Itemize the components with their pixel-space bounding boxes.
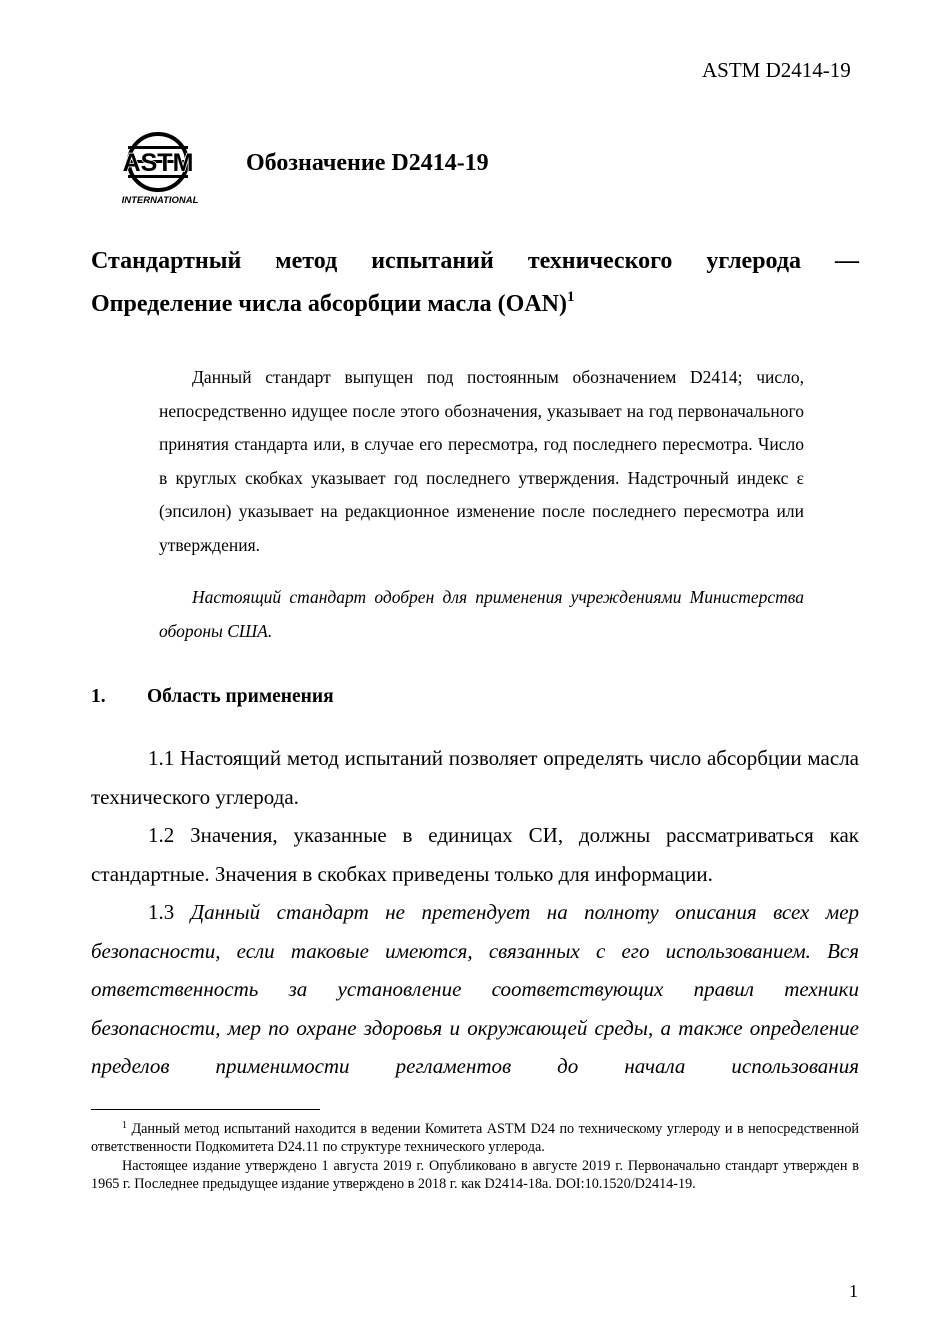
svg-text:INTERNATIONAL: INTERNATIONAL bbox=[121, 195, 199, 206]
paragraph-1-2: 1.2 Значения, указанные в единицах СИ, должны рассматриваться как стандартные. Значения в скобках приведены только для информации. bbox=[91, 823, 859, 886]
footnote-approval: Настоящее издание утверждено 1 августа 2019 г. Опубликовано в августе 2019 г. Первоначально стандарт утвержден в 1965 г. Последнее предыдущее издание утверждено в 2018 г. как D2414-18a. DOI:10.1520/D2414-19. bbox=[91, 1158, 859, 1192]
paragraph-1-3-text: Данный стандарт не претендует на полноту описания всех мер безопасности, если таковые имеются, связанных с его использованием. Вся ответственность за установление соответствующих правил техники безопасности, мер по охране здоровья и окружающей среды, а также определение пределов применимости регламентов до начала использования bbox=[91, 900, 860, 1078]
paragraph-number: 1.3 bbox=[148, 900, 191, 924]
footnote-mark: 1 bbox=[122, 1120, 127, 1131]
title-footnote-mark: 1 bbox=[566, 289, 575, 305]
title-line-1: Стандартный метод испытаний технического углерода — bbox=[91, 248, 859, 274]
designation-notice: Данный стандарт выпущен под постоянным обозначением D2414; число, непосредственно идущее после этого обозначения, указывает на год первоначального принятия стандарта или, в случае его пересмотра, год последнего пересмотра. Число в круглых скобках указывает год последнего утверждения. Надстрочный индекс ε (эпсилон) указывает на редакционное изменение после последнего пересмотра или утверждения. bbox=[159, 367, 804, 555]
svg-text:ASTM: ASTM bbox=[122, 149, 194, 177]
paragraph-1-1: 1.1 Настоящий метод испытаний позволяет определять число абсорбции масла технического углерода. bbox=[91, 746, 859, 809]
document-title bbox=[91, 240, 859, 326]
designation-title: Обозначение D2414-19 bbox=[246, 150, 489, 176]
section-title: Область применения bbox=[147, 686, 334, 707]
footnote-separator bbox=[91, 1109, 320, 1110]
footnote-1: $^1$ Данный метод испытаний находится в ведении Комитета ASTM D24 по техническому углероду и в непосредственной ответственности Подкомитета D24.11 по структуре технического углерода. bbox=[91, 1120, 860, 1155]
page-number: 1 bbox=[849, 1281, 858, 1301]
section-number: 1. bbox=[91, 686, 106, 707]
title-line-2: Определение числа абсорбции масла (OAN)$^1$ bbox=[91, 289, 575, 317]
paragraph-1-3 bbox=[91, 893, 859, 1086]
astm-logo bbox=[118, 132, 202, 206]
document-code-header: ASTM D2414-19 bbox=[702, 58, 851, 82]
dod-approval-notice: Настоящий стандарт одобрен для применения учреждениями Министерства обороны США. bbox=[159, 587, 804, 641]
section-1-heading bbox=[91, 686, 334, 708]
